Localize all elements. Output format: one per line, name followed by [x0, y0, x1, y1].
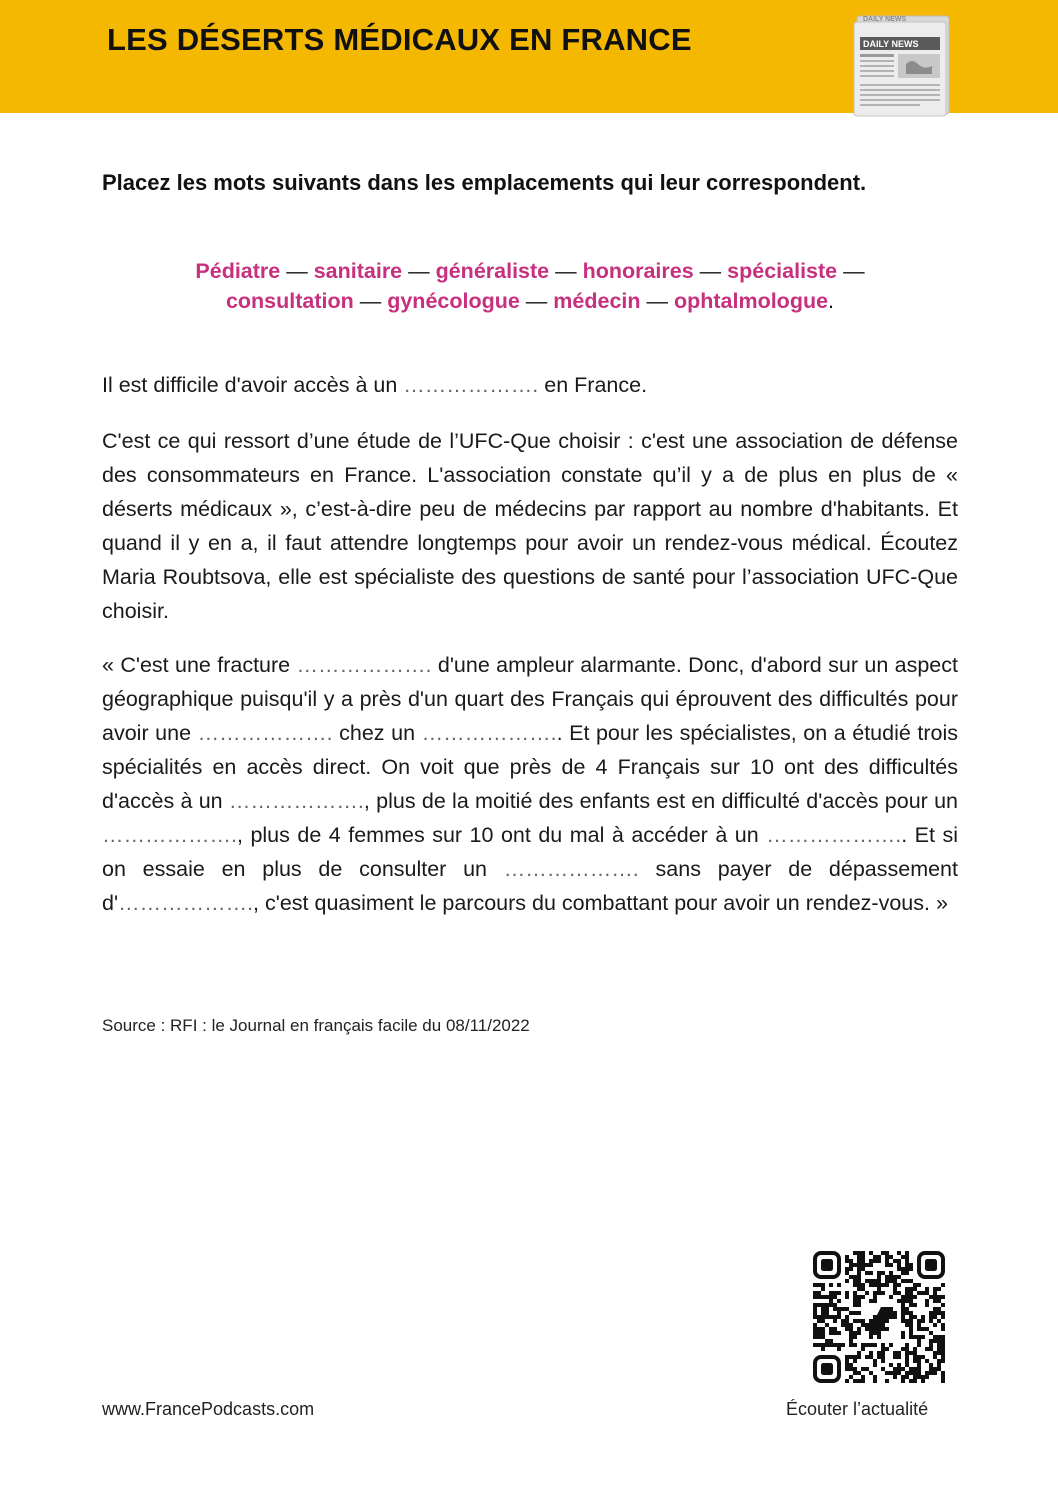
newspaper-icon — [851, 12, 955, 118]
word-sanitaire: sanitaire — [313, 259, 403, 283]
blank-7[interactable]: ………………. — [766, 823, 902, 847]
website-link[interactable]: www.FrancePodcasts.com — [102, 1399, 315, 1419]
newspaper-masthead: DAILY NEWS — [863, 39, 919, 49]
source-citation: Source : RFI : le Journal en français facile du 08/11/2022 — [102, 1016, 530, 1035]
paragraph-intro: Il est difficile d'avoir accès à un ………………. en France. — [102, 373, 648, 397]
blank-2[interactable]: ………………. — [296, 653, 432, 677]
blank-5[interactable]: ………………. — [228, 789, 364, 813]
blank-8[interactable]: ………………. — [503, 857, 639, 881]
blank-9[interactable]: ………………. — [118, 891, 254, 915]
word-generaliste: généraliste — [435, 259, 550, 283]
word-consultation: consultation — [225, 289, 354, 313]
word-specialiste: spécialiste — [727, 259, 838, 283]
qr-code-icon[interactable] — [813, 1251, 945, 1383]
listen-news-label: Écouter l’actualité — [786, 1399, 929, 1419]
paragraph-quote: « C'est une fracture ………………. d'une ampleur alarmante. Donc, d'abord sur un aspect géographique puisqu'il y a près d'un quart des Français qui éprouvent des difficultés pour avoir une ………………. chez un ……………….. Et pour les spécialistes, on a étudié trois spécialités en accès direct. On voit que près de 4 Français sur 10 ont des difficultés d'accès à un ………………., plus de la moitié des enfants est en difficulté d'accès pour un ………………., plus de 4 femmes sur 10 ont du mal à accéder à un ……………….. Et si on essaie en plus de consulter un ………………. sans payer de dépassement d'………………., c'est quasiment le parcours du combattant pour avoir un rendez-vous. » — [102, 653, 958, 915]
word-medecin: médecin — [553, 289, 641, 313]
paragraph-context: C'est ce qui ressort d’une étude de l’UFC-Que choisir : c'est une association de défense des consommateurs en France. L'association constate qu’il y a de plus en plus de « déserts médicaux », c’est-à-dire peu de médecins par rapport au nombre d'habitants. Et quand il y en a, il faut attendre longtemps pour avoir un rendez-vous médical. Écoutez Maria Roubtsova, elle est spécialiste des questions de santé pour l’association UFC-Que choisir. — [102, 429, 958, 623]
blank-4[interactable]: ………………. — [421, 721, 557, 745]
newspaper-top-label: DAILY NEWS — [863, 16, 907, 23]
word-gynecologue: gynécologue — [387, 289, 520, 313]
page-title: LES DÉSERTS MÉDICAUX EN FRANCE — [107, 22, 692, 57]
word-pediatre: Pédiatre — [195, 259, 281, 283]
blank-1[interactable]: ………………. — [403, 373, 539, 397]
word-honoraires: honoraires — [582, 259, 694, 283]
blank-6[interactable]: ………………. — [102, 823, 237, 847]
word-ophtalmologue: ophtalmologue — [673, 289, 829, 313]
blank-3[interactable]: ………………. — [197, 721, 333, 745]
word-bank: Pédiatre — sanitaire — généraliste — honoraires — spécialiste — consultation — gynécologue — médecin — ophtalmologue. — [195, 259, 865, 313]
exercise-instruction: Placez les mots suivants dans les emplacements qui leur correspondent. — [102, 170, 867, 195]
